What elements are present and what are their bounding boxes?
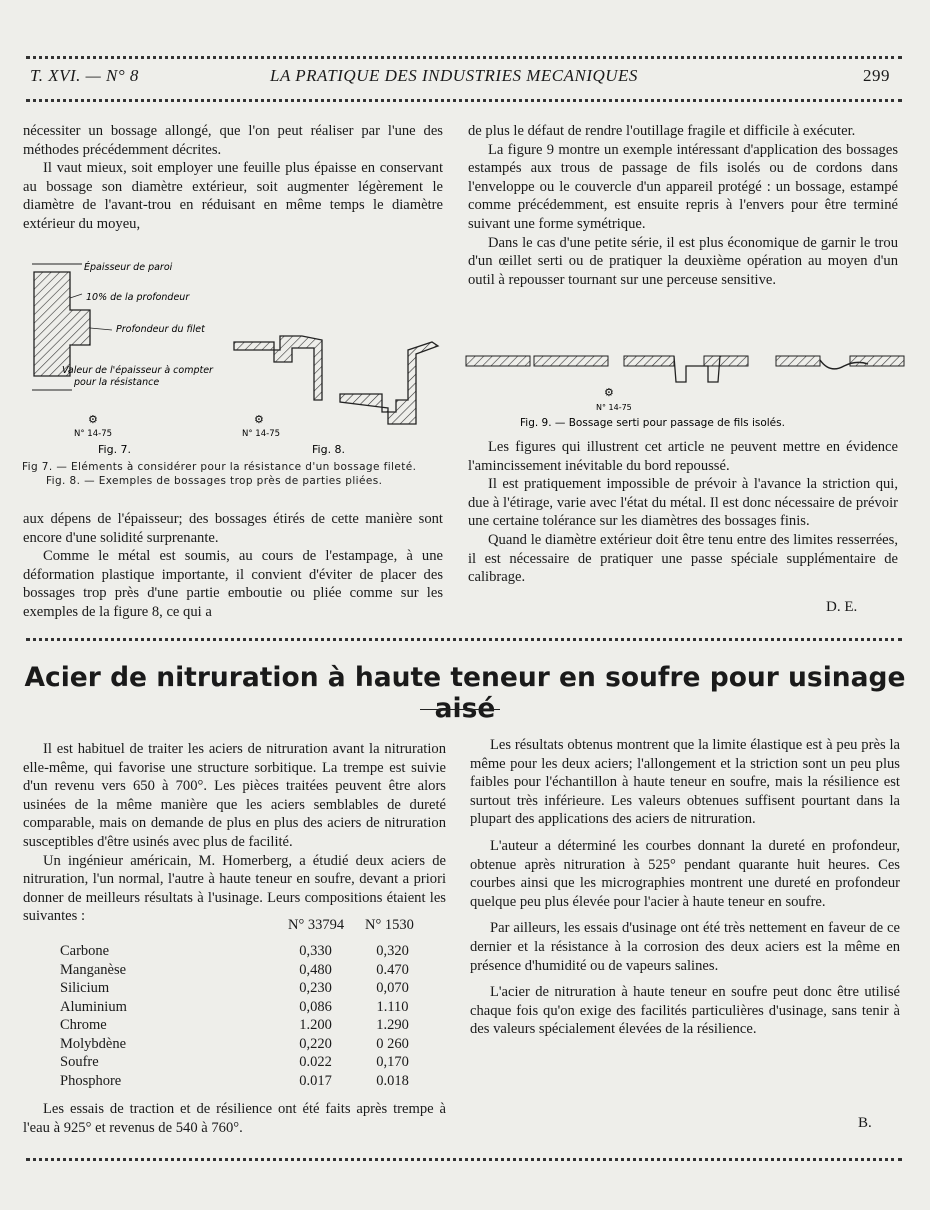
figures-7-8 bbox=[22, 250, 462, 460]
table-row bbox=[60, 979, 430, 998]
running-header bbox=[30, 66, 890, 90]
element-name: Chrome bbox=[60, 1017, 107, 1033]
table-row bbox=[60, 961, 430, 980]
table-row bbox=[60, 1072, 430, 1091]
paragraph: Par ailleurs, les essais d'usinage ont été très nettement en faveur de ce dernier et la résistance à la corrosion des deux aciers est la même en présence d'humidité ou de vapeurs salines. bbox=[470, 920, 900, 974]
paragraph: de plus le défaut de rendre l'outillage fragile et difficile à exécuter. bbox=[468, 123, 856, 139]
journal-title: LA PRATIQUE DES INDUSTRIES MECANIQUES bbox=[270, 66, 638, 85]
value-33794: 0,220 bbox=[299, 1035, 332, 1052]
article2-left bbox=[23, 740, 446, 926]
paragraph: Comme le métal est soumis, au cours de l'estampage, à une déformation plastique importante, il convient d'éviter de placer des bossages trop près d'une partie emboutie ou pliée comme sur les exemples de la figure 8, ce qui a bbox=[23, 548, 443, 620]
article1-right-bottom bbox=[468, 438, 898, 587]
value-33794: 0,086 bbox=[299, 998, 332, 1015]
value-33794: 1.200 bbox=[299, 1017, 332, 1033]
figure-9 bbox=[464, 350, 908, 430]
page-number: 299 bbox=[863, 66, 890, 85]
value-33794: 0,330 bbox=[299, 943, 332, 959]
header-dotted-rule bbox=[26, 99, 902, 102]
element-name: Carbone bbox=[60, 943, 110, 959]
bottom-dotted-rule bbox=[26, 1158, 902, 1161]
paragraph: Il est pratiquement impossible de prévoir à l'avance la striction qui, due à l'étirage, varie avec l'état du métal. Il est donc nécessaire de prévoir une certaine tolérance sur les diamètres des bossages finis. bbox=[468, 476, 898, 530]
top-dotted-rule bbox=[26, 56, 902, 59]
caption-fig7-8 bbox=[22, 460, 452, 488]
element-name: Aluminium bbox=[60, 998, 127, 1015]
table-header: N° 33794 bbox=[288, 917, 345, 933]
element-name: Phosphore bbox=[60, 1072, 122, 1089]
table-row bbox=[60, 942, 430, 961]
value-1530: 0.470 bbox=[376, 961, 409, 978]
fig8-mark-icon: ⚙ bbox=[254, 413, 264, 426]
element-name: Molybdène bbox=[60, 1035, 127, 1052]
paragraph: L'auteur a déterminé les courbes donnant la dureté en profondeur, obtenue après nitruration à 525° pendant quarante huit heures. Ces courbes ainsi que les micrographies montrent une dureté en profondeur quelque peu plus élevée pour l'acier à haute teneur en soufre. bbox=[470, 837, 900, 910]
value-1530: 0 260 bbox=[376, 1035, 409, 1052]
value-33794: 0.017 bbox=[299, 1072, 332, 1089]
fig8-label: Fig. 8. bbox=[312, 443, 346, 456]
element-name: Soufre bbox=[60, 1054, 99, 1070]
table-row bbox=[60, 1053, 430, 1072]
caption-fig8: Fig. 8. — Exemples de bossages trop près de parties pliées. bbox=[46, 475, 383, 487]
paragraph: Dans le cas d'une petite série, il est plus économique de garnir le trou d'un œillet serti ou de pratiquer la deuxième opération au moyen d'un outil à repousser tournant sur une perceuse sensitive. bbox=[468, 234, 898, 288]
composition-table bbox=[60, 917, 430, 1090]
paragraph: Un ingénieur américain, M. Homerberg, a étudié deux aciers de nitruration, l'un normal, l'autre à haute teneur en soufre, devant a priori donner de meilleurs résultats à l'usinage. Leurs compositions étaient les suivantes : bbox=[23, 852, 446, 925]
paragraph: Il est habituel de traiter les aciers de nitruration avant la nitruration elle-même, qui favorise une structure sorbitique. La trempe est suivie d'un revenu vers 650 à 700°. Les pièces traitées peuvent être alors usinées de la même manière que les aciers semblables de dureté comparable, mais on demande de plus en plus des aciers de nitruration susceptibles d'être usinés avec plus de facilité. bbox=[23, 741, 446, 850]
value-33794: 0.022 bbox=[299, 1054, 332, 1070]
article1-signature: D. E. bbox=[826, 599, 858, 615]
paragraph: aux dépens de l'épaisseur; des bossages étirés de cette manière sont encore d'une solidité surprenante. bbox=[23, 511, 443, 546]
paragraph: La figure 9 montre un exemple intéressant d'application des bossages estampés aux trous de passage de fils isolés ou de cordons dans l'enveloppe ou le couvercle d'un appareil protégé : un bossage, estampé comme précédemment, est ensuite repris à l'envers pour être terminé suivant une forme symétrique. bbox=[468, 141, 898, 232]
article1-right-top bbox=[468, 122, 898, 289]
fig7-threaded-boss-drawing bbox=[32, 261, 214, 456]
table-row bbox=[60, 998, 430, 1017]
article2-signature: B. bbox=[858, 1115, 872, 1131]
table-header: N° 1530 bbox=[365, 917, 414, 933]
fig9-mark-icon: ⚙ bbox=[604, 386, 614, 399]
paragraph: Il vaut mieux, soit employer une feuille plus épaisse en conservant au bossage son diamètre extérieur, soit augmenter légèrement le diamètre de l'avant-trou en réduisant en même temps le diamètre extérieur du moyeu, bbox=[23, 160, 443, 232]
fig8-stamp: N° 14-75 bbox=[242, 429, 281, 439]
element-name: Silicium bbox=[60, 980, 110, 996]
fig9-caption: Fig. 9. — Bossage serti pour passage de fils isolés. bbox=[520, 417, 785, 429]
paragraph: Quand le diamètre extérieur doit être tenu entre des limites resserrées, il est nécessaire de pratiquer une passe spéciale supplémentaire de calibrage. bbox=[468, 531, 898, 586]
fig9-sheet-drawing bbox=[466, 356, 904, 382]
value-1530: 0,170 bbox=[376, 1054, 409, 1070]
fig8-boss-drawings bbox=[234, 336, 438, 456]
caption-fig7: Fig 7. — Eléments à considérer pour la résistance d'un bossage fileté. bbox=[22, 461, 417, 473]
fig7-label-percent: 10% de la profondeur bbox=[86, 292, 190, 303]
value-1530: 0,070 bbox=[376, 980, 409, 996]
paragraph: nécessiter un bossage allongé, que l'on peut réaliser par l'une des méthodes précédemment décrites. bbox=[23, 123, 443, 158]
table-row bbox=[60, 1035, 430, 1054]
fig7-stamp: N° 14-75 bbox=[74, 429, 113, 439]
article-separator bbox=[26, 638, 902, 641]
article1-left-bottom bbox=[23, 510, 443, 622]
fig7-label-value-2: pour la résistance bbox=[74, 377, 160, 388]
value-33794: 0,230 bbox=[299, 980, 332, 996]
value-1530: 0,320 bbox=[376, 943, 409, 959]
fig7-label: Fig. 7. bbox=[98, 443, 132, 456]
paragraph: Les figures qui illustrent cet article ne peuvent mettre en évidence l'amincissement inévitable du bord repoussé. bbox=[468, 439, 898, 474]
value-1530: 0.018 bbox=[376, 1072, 409, 1089]
paragraph: Les essais de traction et de résilience ont été faits après trempe à l'eau à 925° et revenus de 540 à 760°. bbox=[23, 1101, 446, 1136]
volume-number: T. XVI. — N° 8 bbox=[30, 66, 139, 85]
article2-title: Acier de nitruration à haute teneur en soufre pour usinage aisé bbox=[24, 662, 906, 724]
fig7-label-wall: Épaisseur de paroi bbox=[84, 262, 173, 273]
article1-left-top bbox=[23, 122, 443, 234]
fig7-label-thread: Profondeur du filet bbox=[116, 324, 205, 335]
article2-left-after bbox=[23, 1100, 446, 1137]
paragraph: L'acier de nitruration à haute teneur en soufre peut donc être utilisé chaque fois qu'on exige des facilités particulières d'usinage, sans tenir à des valeurs spécialement élevées de la résilience. bbox=[470, 984, 900, 1038]
element-name: Manganèse bbox=[60, 961, 127, 978]
value-1530: 1.290 bbox=[376, 1017, 409, 1033]
value-1530: 1.110 bbox=[376, 998, 409, 1015]
fig7-label-value: Valeur de l'épaisseur à compter bbox=[62, 365, 213, 376]
table-row bbox=[60, 1016, 430, 1035]
fig7-mark-icon: ⚙ bbox=[88, 413, 98, 426]
paragraph: Les résultats obtenus montrent que la limite élastique est à peu près la même pour les deux aciers; l'allongement et la striction sont un peu plus faibles pour l'échantillon à haute teneur en soufre, mais la résilience est surtout très inférieure. Les valeurs obtenues suffisent pourtant dans la plupart des applications des aciers de nitruration. bbox=[470, 737, 900, 828]
value-33794: 0,480 bbox=[299, 961, 332, 978]
title-rule bbox=[420, 709, 500, 710]
article2-right bbox=[470, 736, 900, 1039]
fig9-stamp: N° 14-75 bbox=[596, 403, 632, 412]
